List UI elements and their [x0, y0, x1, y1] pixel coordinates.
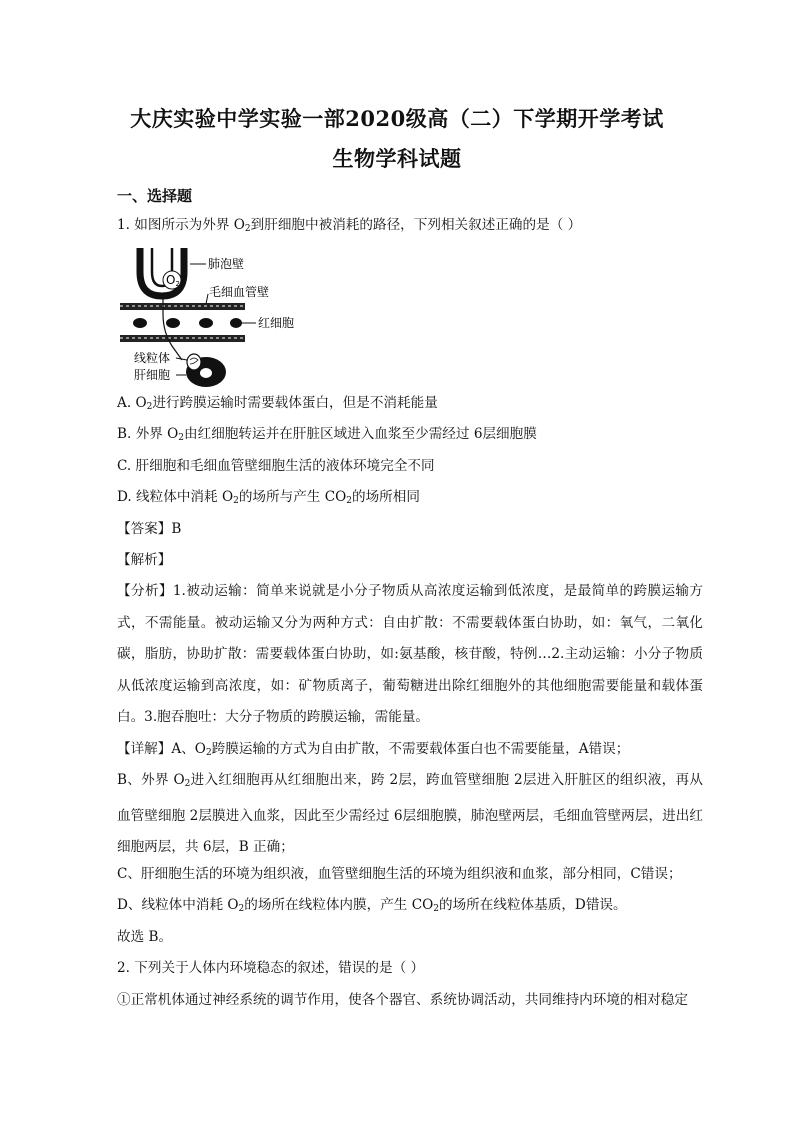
label-capillary-wall: 毛细血管壁	[209, 285, 270, 299]
section-heading: 一、选择题	[117, 187, 193, 205]
label-red-blood-cell: 红细胞	[258, 316, 295, 330]
conclusion: 故选 B。	[117, 929, 173, 945]
red-blood-cell	[230, 318, 242, 328]
question-2-stem: 2. 下列关于人体内环境稳态的叙述，错误的是（ ）	[117, 960, 425, 976]
question-1-answer: 【答案】B	[117, 521, 182, 537]
detail-d: D、线粒体中消耗 $O_2$的场所在线粒体内膜，产生 $CO_2$的场所在线粒体基质，D错误。	[117, 897, 627, 914]
red-blood-cell	[133, 318, 147, 328]
detail-a: 【详解】A、$O_2$跨膜运输的方式为自由扩散，不需要载体蛋白也不需要能量，A错误；	[117, 741, 630, 758]
mitochondrion	[187, 354, 201, 370]
label-alveolus-wall: 肺泡壁	[208, 257, 245, 271]
question-1-option-d: D. 线粒体中消耗 $O_2$的场所与产生 $CO_2$的场所相同	[117, 489, 420, 506]
question-1-option-b: B. 外界 $O_2$由红细胞转运并在肝脏区域进入血浆至少需经过 6层细胞膜	[117, 426, 537, 443]
question-1-stem: 1. 如图所示为外界 $O_2$到肝细胞中被消耗的路径，下列相关叙述正确的是（ ）	[117, 217, 582, 234]
label-mitochondrion: 线粒体	[134, 351, 171, 365]
detail-c: C、肝细胞生活的环境为组织液，血管壁细胞生活的环境为组织液和血浆，部分相同，C错误；	[117, 866, 682, 882]
red-blood-cell	[199, 318, 213, 328]
question-1-option-a: A. $O_2$进行跨膜运输时需要载体蛋白，但是不消耗能量	[117, 395, 438, 412]
oxygen-path-diagram	[110, 242, 320, 392]
analysis-text: 【分析】1.被动运输：简单来说就是小分子物质从高浓度运输到低浓度，是最简单的跨膜运输方式，不需能量。被动运输又分为两种方式：自由扩散：不需要载体蛋白协助，如：氧气，二氧化碳，脂肪，协助扩散：需要载体蛋白协助，如:氨基酸，核苷酸，特例…2.主动运输：小分子物质从低浓度运输到高浓度，如：矿物质离子，葡萄糖进出除红细胞外的其他细胞需要能量和载体蛋白。3.胞吞胞吐：大分子物质的跨膜运输，需能量。	[117, 583, 703, 725]
o2-label: O2	[166, 273, 180, 288]
exam-title: 大庆实验中学实验一部2020级高（二）下学期开学考试	[130, 106, 664, 131]
question-1-option-c: C. 肝细胞和毛细血管壁细胞生活的液体环境完全不同	[117, 458, 435, 474]
red-blood-cell	[166, 318, 180, 328]
label-liver-cell: 肝细胞	[134, 368, 171, 382]
question-2-item-1: ①正常机体通过神经系统的调节作用，使各个器官、系统协调活动，共同维持内环境的相对稳定	[117, 992, 688, 1008]
analysis-label: 【解析】	[117, 552, 172, 568]
alveolus-wall	[140, 248, 184, 296]
detail-b: B、外界 $O_2$进入红细胞再从红细胞出来，跨 2层，跨血管壁细胞 2层进入肝脏区的组织液，再从血管壁细胞 2层膜进入血浆，因此至少需经过 6层细胞膜，肺泡壁两层，毛细血管壁两层，进出红细胞两层，共 6层，B 正确；	[117, 772, 703, 855]
exam-subtitle: 生物学科试题	[332, 146, 462, 171]
